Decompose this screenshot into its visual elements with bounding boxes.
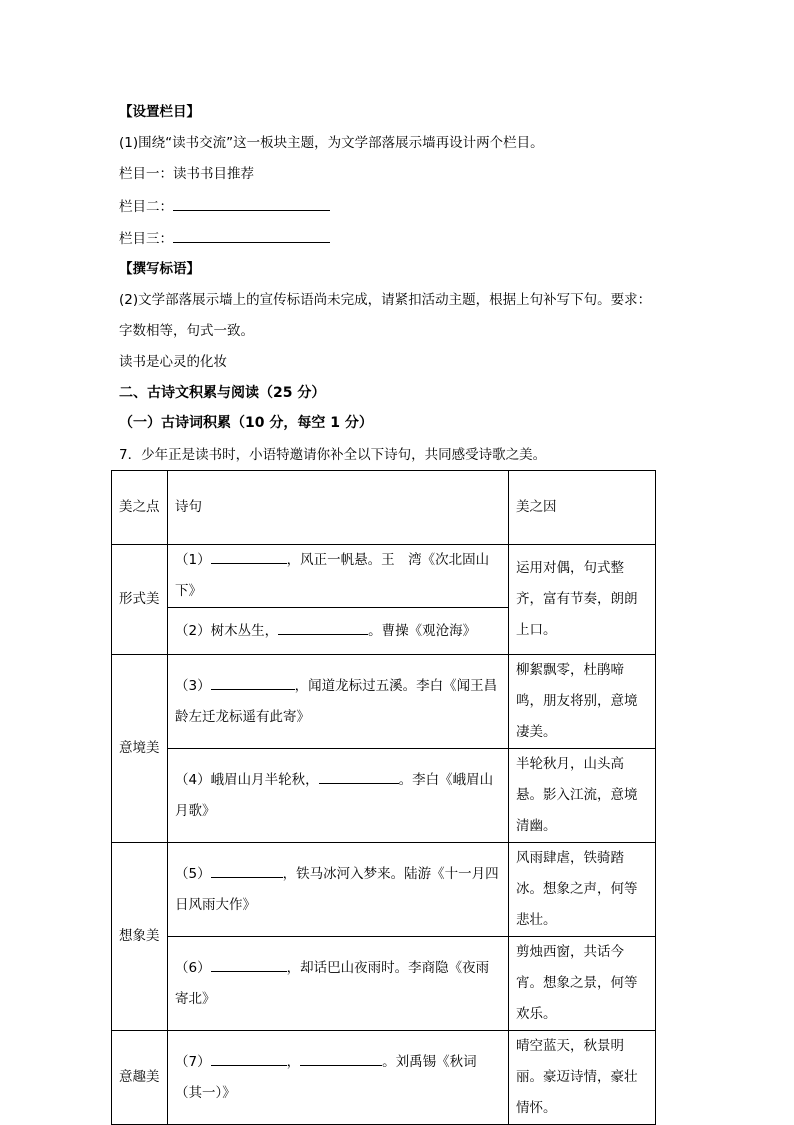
verse-cell: （3） ，闻道龙标过五溪。李白《闻王昌龄左迁龙标遥有此寄》 xyxy=(168,655,509,749)
blank-1[interactable] xyxy=(211,550,287,564)
setup-heading: 【设置栏目】 xyxy=(119,104,200,120)
column-3-blank[interactable] xyxy=(173,228,330,243)
header-cell-verse: 诗句 xyxy=(168,471,509,545)
question-1: (1)围绕“读书交流”这一板块主题，为文学部落展示墙再设计两个栏目。 xyxy=(119,135,544,151)
slogan-text: 读书是心灵的化妆 xyxy=(119,354,227,370)
verse-cell: （5） ，铁马冰河入梦来。陆游《十一月四日风雨大作》 xyxy=(168,843,509,937)
verse-cell: （2）树木丛生， 。曹操《观沧海》 xyxy=(168,608,509,655)
slogan-heading: 【撰写标语】 xyxy=(119,261,200,277)
header-cell-point: 美之点 xyxy=(112,471,168,545)
category-cell: 意境美 xyxy=(112,655,168,843)
category-cell: 想象美 xyxy=(112,843,168,1031)
column-2-blank[interactable] xyxy=(173,196,330,211)
table-row xyxy=(112,843,656,937)
blank-7a[interactable] xyxy=(211,1052,287,1066)
column-3-label: 栏目三： xyxy=(119,231,173,247)
reason-cell: 剪烛西窗，共话今宵。想象之景，何等欢乐。 xyxy=(509,937,656,1031)
question-2-line-1: (2)文学部落展示墙上的宣传标语尚未完成，请紧扣活动主题，根据上句补写下句。要求： xyxy=(119,292,652,308)
reason-cell: 柳絮飘零，杜鹃啼鸣，朋友将别，意境凄美。 xyxy=(509,655,656,749)
blank-3[interactable] xyxy=(211,676,295,690)
column-2-row xyxy=(119,196,330,217)
table-row xyxy=(112,655,656,749)
column-1: 栏目一：读书书目推荐 xyxy=(119,166,254,182)
poem-table xyxy=(111,470,656,1125)
column-2-label: 栏目二： xyxy=(119,199,173,215)
question-7: 7．少年正是读书时，小语特邀请你补全以下诗句，共同感受诗歌之美。 xyxy=(119,447,547,463)
verse-cell: （4）峨眉山月半轮秋， 。李白《峨眉山月歌》 xyxy=(168,749,509,843)
part-2-title: 二、古诗文积累与阅读（25 分） xyxy=(119,385,326,401)
table-row xyxy=(112,937,656,1031)
table-row xyxy=(112,1031,656,1125)
blank-4[interactable] xyxy=(319,770,399,784)
blank-5[interactable] xyxy=(211,864,283,878)
blank-2[interactable] xyxy=(278,621,368,635)
category-cell: 形式美 xyxy=(112,545,168,655)
verse-cell: （6） ，却话巴山夜雨时。李商隐《夜雨寄北》 xyxy=(168,937,509,1031)
table-row xyxy=(112,749,656,843)
table-row xyxy=(112,545,656,608)
category-cell: 意趣美 xyxy=(112,1031,168,1125)
question-2-line-2: 字数相等，句式一致。 xyxy=(119,323,254,339)
verse-cell: （1） ，风正一帆悬。王 湾《次北固山下》 xyxy=(168,545,509,608)
reason-cell: 风雨肆虐，铁骑踏冰。想象之声，何等悲壮。 xyxy=(509,843,656,937)
column-3-row xyxy=(119,228,330,249)
header-cell-reason: 美之因 xyxy=(509,471,656,545)
verse-cell: （7） ， 。刘禹锡《秋词（其一）》 xyxy=(168,1031,509,1125)
part-2-subtitle: （一）古诗词积累（10 分，每空 1 分） xyxy=(119,415,373,431)
reason-cell: 半轮秋月，山头高悬。影入江流，意境清幽。 xyxy=(509,749,656,843)
reason-cell: 晴空蓝天，秋景明丽。豪迈诗情，豪壮情怀。 xyxy=(509,1031,656,1125)
table-header-row xyxy=(112,471,656,545)
reason-cell: 运用对偶，句式整齐，富有节奏，朗朗上口。 xyxy=(509,545,656,655)
blank-6[interactable] xyxy=(211,958,287,972)
blank-7b[interactable] xyxy=(300,1052,382,1066)
